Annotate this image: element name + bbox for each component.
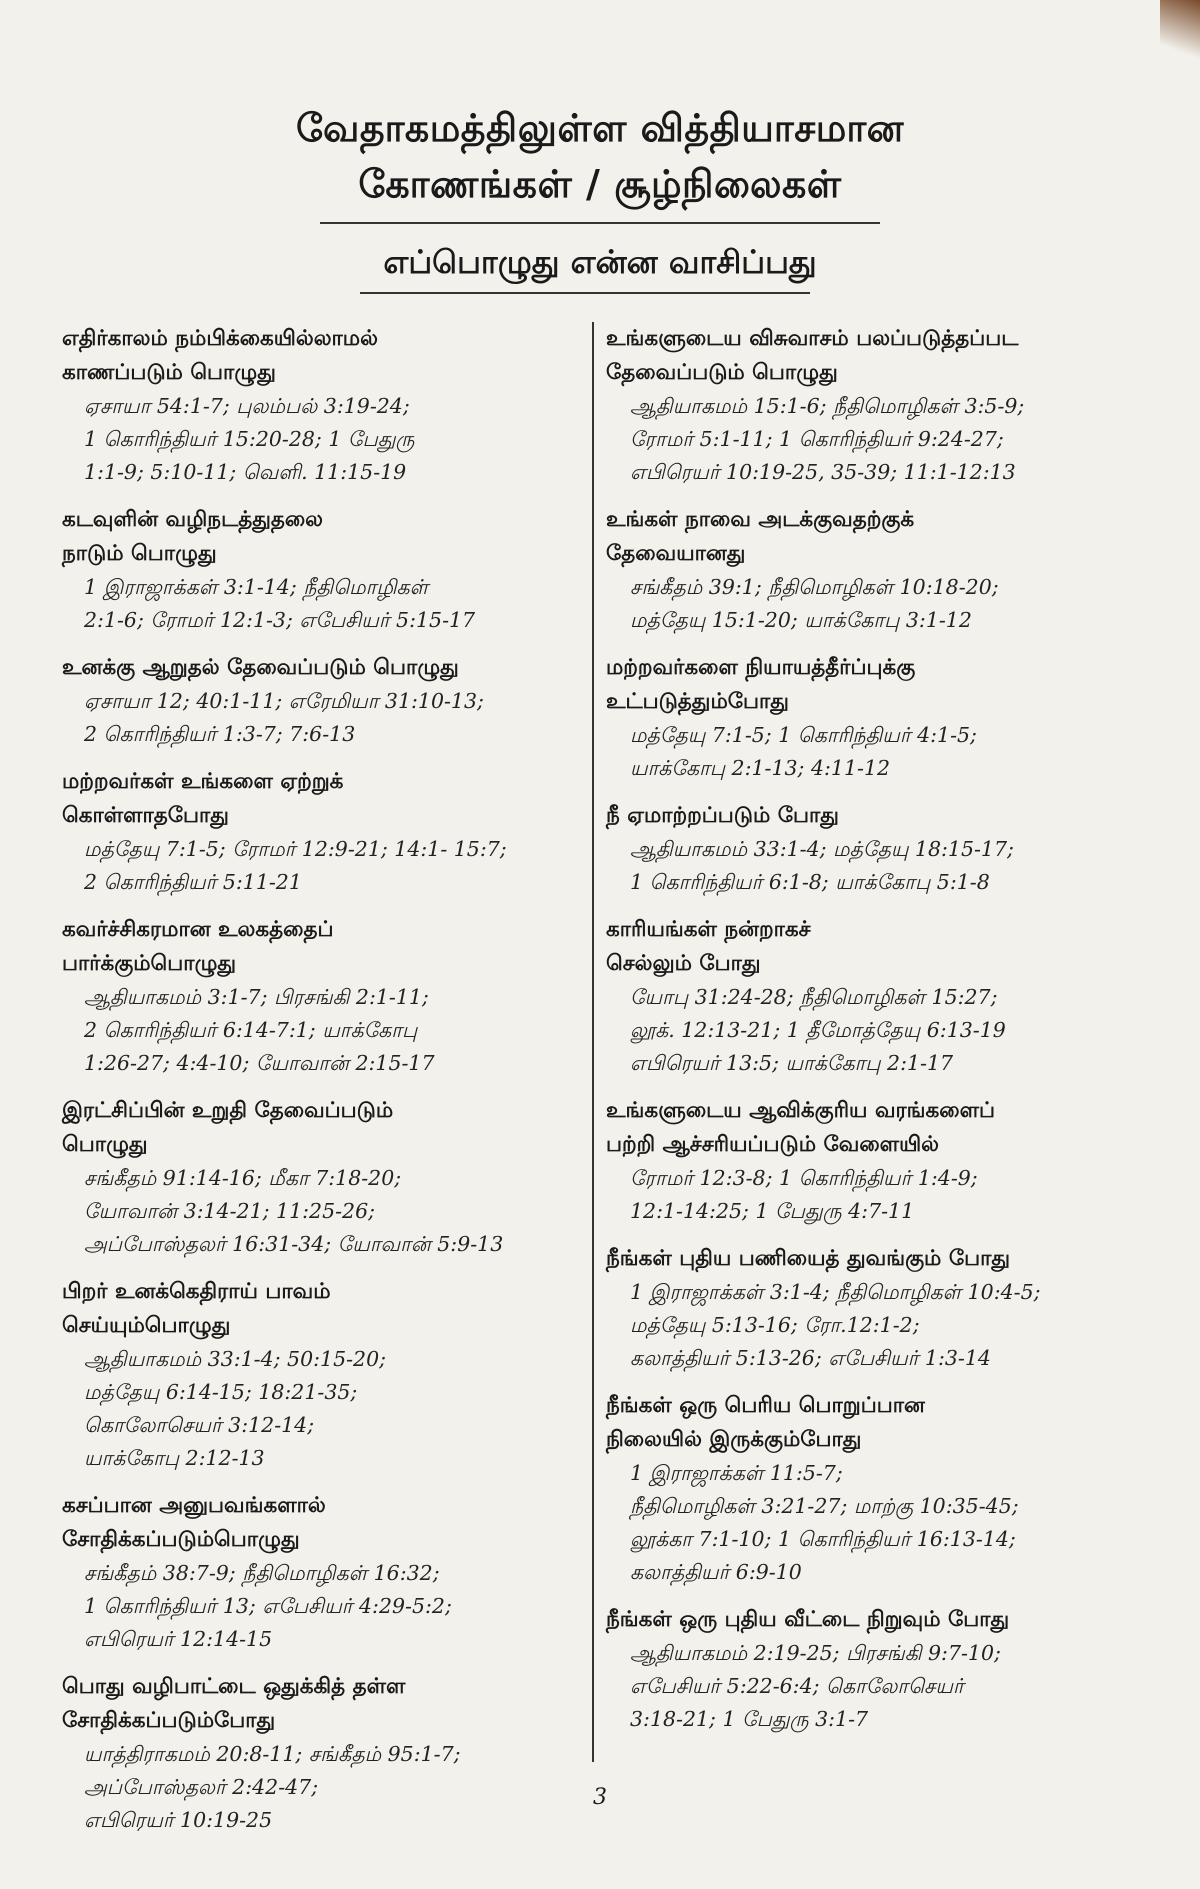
entry-heading-line: நீங்கள் புதிய பணியைத் துவங்கும் போது: [606, 1246, 1010, 1271]
scripture-reference-line: சங்கீதம் 38:7-9; நீதிமொழிகள் 16:32;: [84, 1561, 440, 1585]
entry-heading-line: பொழுது: [62, 1132, 148, 1157]
entry-heading-line: கடவுளின் வழிநடத்துதலை: [62, 507, 324, 532]
entry-heading-line: மற்றவர்கள் உங்களை ஏற்றுக்: [62, 769, 344, 794]
scripture-reference-line: எபிரெயர் 13:5; யாக்கோபு 2:1-17: [630, 1051, 954, 1075]
scripture-reference-line: 1:1-9; 5:10-11; வெளி. 11:15-19: [84, 460, 407, 484]
entry-heading-line: கசப்பான அனுபவங்களால்: [62, 1493, 326, 1518]
title-line-2: கோணங்கள் / சூழ்நிலைகள்: [358, 162, 842, 206]
entry-heading-line: பார்க்கும்பொழுது: [62, 951, 237, 976]
entry-heading-line: காணப்படும் பொழுது: [62, 360, 276, 385]
scripture-reference-line: மத்தேயு 6:14-15; 18:21-35;: [84, 1380, 358, 1404]
scripture-reference-line: யாக்கோபு 2:12-13: [84, 1446, 265, 1470]
reading-entry: [62, 1670, 582, 1837]
entry-heading-line: பற்றி ஆச்சரியப்படும் வேளையில்: [606, 1132, 939, 1157]
scripture-reference-line: ஆதியாகமம் 15:1-6; நீதிமொழிகள் 3:5-9;: [630, 394, 1025, 418]
scripture-reference-line: 2:1-6; ரோமர் 12:1-3; எபேசியர் 5:15-17: [84, 608, 476, 632]
reading-entry: [606, 322, 1146, 489]
entry-heading-line: தேவைப்படும் பொழுது: [606, 360, 838, 385]
scripture-reference-line: 1 கொரிந்தியர் 6:1-8; யாக்கோபு 5:1-8: [630, 870, 990, 894]
scripture-reference-line: 1 இராஜாக்கள் 11:5-7;: [630, 1461, 843, 1485]
reading-entry: [606, 503, 1146, 637]
reading-entry: [62, 765, 582, 899]
entry-heading-line: கொள்ளாதபோது: [62, 803, 229, 828]
entry-heading-line: உங்கள் நாவை அடக்குவதற்குக்: [606, 507, 915, 532]
scripture-reference-line: கலாத்தியர் 6:9-10: [630, 1560, 802, 1584]
reading-entry: [606, 1242, 1146, 1375]
scripture-reference-line: 2 கொரிந்தியர் 5:11-21: [84, 870, 302, 894]
title-line-1: வேதாகமத்திலுள்ள வித்தியாசமான: [295, 106, 905, 150]
scripture-reference-line: 1 இராஜாக்கள் 3:1-14; நீதிமொழிகள்: [84, 575, 429, 599]
entry-heading-line: நீங்கள் ஒரு புதிய வீட்டை நிறுவும் போது: [606, 1607, 1010, 1632]
entry-heading-line: உங்களுடைய விசுவாசம் பலப்படுத்தப்பட: [606, 326, 1019, 351]
page-title: [0, 100, 1200, 224]
scripture-reference-line: 1 கொரிந்தியர் 15:20-28; 1 பேதுரு: [84, 427, 415, 451]
scripture-reference-line: ஆதியாகமம் 33:1-4; 50:15-20;: [84, 1347, 387, 1371]
scripture-reference-line: யாக்கோபு 2:1-13; 4:11-12: [630, 756, 891, 780]
reading-entry: [62, 503, 582, 637]
entry-heading-line: செய்யும்பொழுது: [62, 1313, 231, 1338]
entry-heading-line: கவர்ச்சிகரமான உலகத்தைப்: [62, 917, 334, 942]
entry-heading-line: நீ ஏமாற்றப்படும் போது: [606, 803, 839, 828]
scripture-reference-line: அப்போஸ்தலர் 2:42-47;: [84, 1775, 319, 1799]
scripture-reference-line: மத்தேயு 7:1-5; 1 கொரிந்தியர் 4:1-5;: [630, 723, 977, 747]
scripture-reference-line: எபிரெயர் 10:19-25: [84, 1808, 273, 1832]
scripture-reference-line: அப்போஸ்தலர் 16:31-34; யோவான் 5:9-13: [84, 1232, 504, 1256]
entry-heading-line: காரியங்கள் நன்றாகச்: [606, 917, 811, 942]
reading-entry: [62, 1275, 582, 1475]
reading-entry: [62, 1489, 582, 1656]
scripture-reference-line: 1 கொரிந்தியர் 13; எபேசியர் 4:29-5:2;: [84, 1594, 452, 1618]
scripture-reference-line: 1:26-27; 4:4-10; யோவான் 2:15-17: [84, 1051, 435, 1075]
scripture-reference-line: மத்தேயு 15:1-20; யாக்கோபு 3:1-12: [630, 608, 972, 632]
entry-heading-line: பொது வழிபாட்டை ஒதுக்கித் தள்ள: [62, 1674, 406, 1699]
entry-heading-line: சோதிக்கப்படும்போது: [62, 1708, 276, 1733]
reading-entry: [606, 651, 1146, 785]
reading-entry: [606, 913, 1146, 1080]
reading-entry: [606, 1389, 1146, 1589]
scripture-reference-line: 1 இராஜாக்கள் 3:1-4; நீதிமொழிகள் 10:4-5;: [630, 1280, 1041, 1304]
scripture-reference-line: யோவான் 3:14-21; 11:25-26;: [84, 1199, 376, 1223]
reading-entry: [606, 1094, 1146, 1228]
scripture-reference-line: ஏசாயா 12; 40:1-11; எரேமியா 31:10-13;: [84, 689, 484, 713]
section-subtitle: எப்பொழுது என்ன வாசிப்பது: [383, 243, 817, 281]
title-divider: [320, 222, 880, 224]
scripture-reference-line: யோபு 31:24-28; நீதிமொழிகள் 15:27;: [630, 985, 998, 1009]
scripture-reference-line: 2 கொரிந்தியர் 1:3-7; 7:6-13: [84, 722, 356, 746]
scripture-reference-line: லூக்கா 7:1-10; 1 கொரிந்தியர் 16:13-14;: [630, 1527, 1016, 1551]
scripture-reference-line: 3:18-21; 1 பேதுரு 3:1-7: [630, 1707, 869, 1731]
entry-heading-line: தேவையானது: [606, 541, 746, 566]
page-edge-shadow: [1160, 0, 1200, 70]
reading-entry: [606, 1603, 1146, 1736]
scripture-reference-line: 12:1-14:25; 1 பேதுரு 4:7-11: [630, 1199, 915, 1223]
reading-entry: [62, 913, 582, 1080]
scripture-reference-line: கலாத்தியர் 5:13-26; எபேசியர் 1:3-14: [630, 1346, 991, 1370]
entry-heading-line: உங்களுடைய ஆவிக்குரிய வரங்களைப்: [606, 1098, 995, 1123]
scripture-reference-line: 2 கொரிந்தியர் 6:14-7:1; யாக்கோபு: [84, 1018, 418, 1042]
scripture-reference-line: சங்கீதம் 39:1; நீதிமொழிகள் 10:18-20;: [630, 575, 999, 599]
scripture-reference-line: ஆதியாகமம் 2:19-25; பிரசங்கி 9:7-10;: [630, 1641, 1001, 1665]
scripture-reference-line: சங்கீதம் 91:14-16; மீகா 7:18-20;: [84, 1166, 402, 1190]
scripture-reference-line: மத்தேயு 5:13-16; ரோ.12:1-2;: [630, 1313, 920, 1337]
scripture-reference-line: மத்தேயு 7:1-5; ரோமர் 12:9-21; 14:1- 15:7;: [84, 837, 507, 861]
column-divider: [592, 322, 594, 1762]
scripture-reference-line: ரோமர் 5:1-11; 1 கொரிந்தியர் 9:24-27;: [630, 427, 1004, 451]
entry-heading-line: சோதிக்கப்படும்பொழுது: [62, 1527, 300, 1552]
scripture-reference-line: லூக். 12:13-21; 1 தீமோத்தேயு 6:13-19: [630, 1018, 1006, 1042]
entry-heading-line: உட்படுத்தும்போது: [606, 689, 789, 714]
reading-entry: [62, 651, 582, 751]
entry-heading-line: நிலையில் இருக்கும்போது: [606, 1427, 862, 1452]
reading-entry: [62, 1094, 582, 1261]
page-number: 3: [593, 1785, 607, 1810]
entry-heading-line: இரட்சிப்பின் உறுதி தேவைப்படும்: [62, 1098, 394, 1123]
scripture-reference-line: எபிரெயர் 10:19-25, 35-39; 11:1-12:13: [630, 460, 1016, 484]
scripture-reference-line: ஆதியாகமம் 33:1-4; மத்தேயு 18:15-17;: [630, 837, 1014, 861]
reading-entry: [606, 799, 1146, 899]
scripture-reference-line: யாத்திராகமம் 20:8-11; சங்கீதம் 95:1-7;: [84, 1742, 461, 1766]
subtitle-underline: [360, 292, 810, 294]
entry-heading-line: நீங்கள் ஒரு பெரிய பொறுப்பான: [606, 1393, 925, 1418]
entry-heading-line: உனக்கு ஆறுதல் தேவைப்படும் பொழுது: [62, 655, 459, 680]
left-column: [62, 322, 582, 1851]
scripture-reference-line: நீதிமொழிகள் 3:21-27; மாற்கு 10:35-45;: [630, 1494, 1019, 1518]
entry-heading-line: மற்றவர்களை நியாயத்தீர்ப்புக்கு: [606, 655, 916, 680]
entry-heading-line: செல்லும் போது: [606, 951, 761, 976]
scripture-reference-line: ஏசாயா 54:1-7; புலம்பல் 3:19-24;: [84, 394, 410, 418]
scripture-reference-line: ஆதியாகமம் 3:1-7; பிரசங்கி 2:1-11;: [84, 985, 429, 1009]
scripture-reference-line: கொலோசெயர் 3:12-14;: [84, 1413, 315, 1437]
entry-heading-line: எதிர்காலம் நம்பிக்கையில்லாமல்: [62, 326, 378, 351]
right-column: [606, 322, 1146, 1750]
entry-heading-line: பிறர் உனக்கெதிராய் பாவம்: [62, 1279, 331, 1304]
scripture-reference-line: எபேசியர் 5:22-6:4; கொலோசெயர்: [630, 1674, 964, 1698]
scripture-reference-line: ரோமர் 12:3-8; 1 கொரிந்தியர் 1:4-9;: [630, 1166, 978, 1190]
reading-entry: [62, 322, 582, 489]
scripture-reference-line: எபிரெயர் 12:14-15: [84, 1627, 273, 1651]
entry-heading-line: நாடும் பொழுது: [62, 541, 217, 566]
